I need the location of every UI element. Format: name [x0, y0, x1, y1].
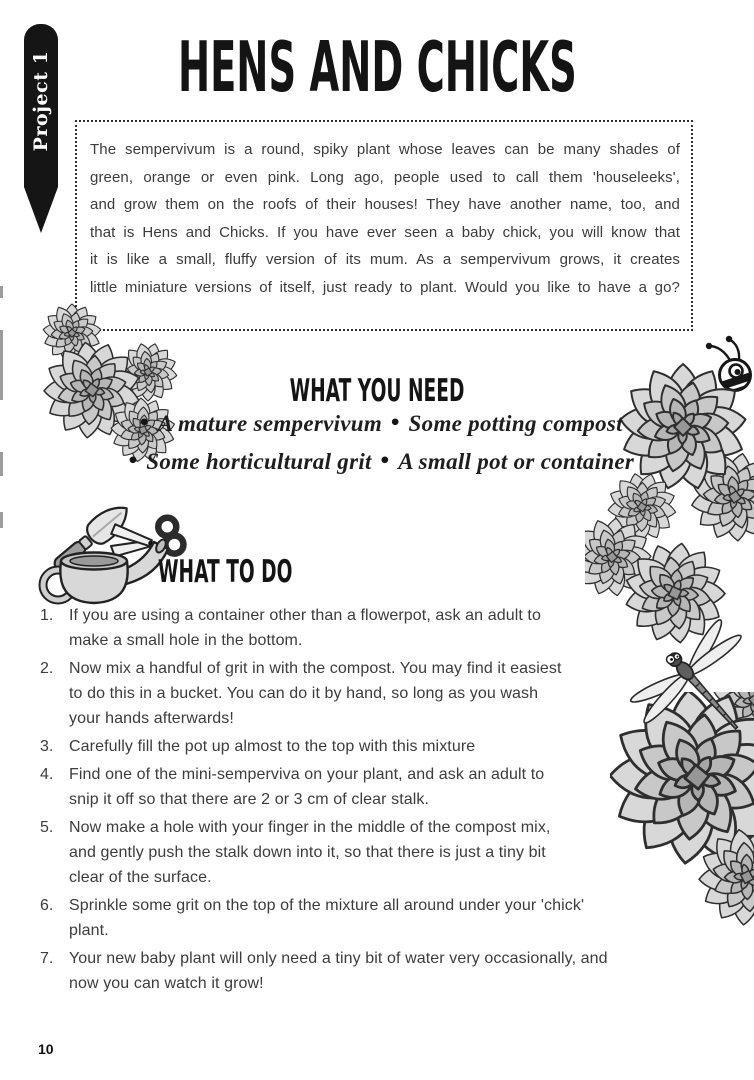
step-item — [40, 656, 656, 731]
need-item: A mature sempervivum — [157, 411, 383, 436]
page-edge-mark — [0, 286, 3, 298]
intro-line: that is Hens and Chicks. If you have ever seen a baby chick, you will know that — [90, 223, 680, 241]
page-number: 10 — [38, 1041, 54, 1057]
step-number: 7. — [40, 950, 54, 967]
step-number: 4. — [40, 766, 54, 783]
bullet-icon: • — [138, 412, 151, 434]
step-number: 5. — [40, 819, 54, 836]
step-line: Carefully fill the pot up almost to the top with this mixture — [69, 738, 476, 755]
step-line: now you can watch it grow! — [69, 975, 264, 992]
step-line: your hands afterwards! — [69, 710, 234, 727]
step-line: make a small hole in the bottom. — [69, 632, 303, 649]
step-item — [40, 762, 656, 812]
what-you-need-heading: WHAT YOU NEED — [289, 372, 465, 410]
need-list-row — [0, 449, 754, 475]
step-number: 2. — [40, 660, 54, 677]
step-number: 3. — [40, 738, 54, 755]
step-line: and gently push the stalk down into it, so that there is just a tiny bit — [69, 844, 546, 861]
bullet-icon: • — [389, 412, 402, 434]
page-edge-mark — [0, 512, 3, 528]
step-item — [40, 734, 656, 759]
step-line: to do this in a bucket. You can do it by hand, so long as you wash — [69, 685, 539, 702]
steps-list — [40, 603, 656, 999]
need-item: Some horticultural grit — [146, 449, 372, 474]
project-label: Project 1 — [30, 50, 52, 151]
step-line: Now make a hole with your finger in the middle of the compost mix, — [69, 819, 551, 836]
step-line: Your new baby plant will only need a tiny bit of water very occasionally, and — [69, 950, 608, 967]
step-item — [40, 603, 656, 653]
intro-line: little miniature versions of itself, just ready to plant. Would you like to have a go? — [90, 278, 680, 296]
need-item: A small pot or container — [398, 449, 635, 474]
step-line: snip it off so that there are 2 or 3 cm of clear stalk. — [69, 791, 430, 808]
intro-line: and grow them on the roofs of their houses! They have another name, too, and — [90, 196, 680, 214]
page-title: HENS AND CHICKS — [177, 28, 577, 109]
step-line: Now mix a handful of grit in with the compost. You may find it easiest — [69, 660, 562, 677]
step-item — [40, 893, 656, 943]
need-item: Some potting compost — [408, 411, 623, 436]
step-line: clear of the surface. — [69, 869, 212, 886]
step-number: 1. — [40, 607, 54, 624]
step-number: 6. — [40, 897, 54, 914]
what-to-do-heading: WHAT TO DO — [158, 553, 293, 591]
intro-line: The sempervivum is a round, spiky plant whose leaves can be many shades of — [90, 141, 680, 158]
need-list-row — [0, 411, 754, 437]
step-item — [40, 946, 656, 996]
bullet-icon: • — [378, 450, 392, 472]
step-line: plant. — [69, 922, 109, 939]
intro-line: green, orange or even pink. Long ago, people used to call them 'houseleeks', — [90, 168, 680, 186]
step-item — [40, 815, 656, 890]
step-line: Sprinkle some grit on the top of the mixture all around under your 'chick' — [69, 897, 585, 914]
step-line: Find one of the mini-semperviva on your plant, and ask an adult to — [69, 766, 545, 783]
bullet-icon: • — [126, 450, 140, 472]
intro-line: it is like a small, fluffy version of its mum. As a sempervivum grows, it creates — [90, 251, 680, 269]
step-line: If you are using a container other than a flowerpot, ask an adult to — [69, 607, 541, 624]
